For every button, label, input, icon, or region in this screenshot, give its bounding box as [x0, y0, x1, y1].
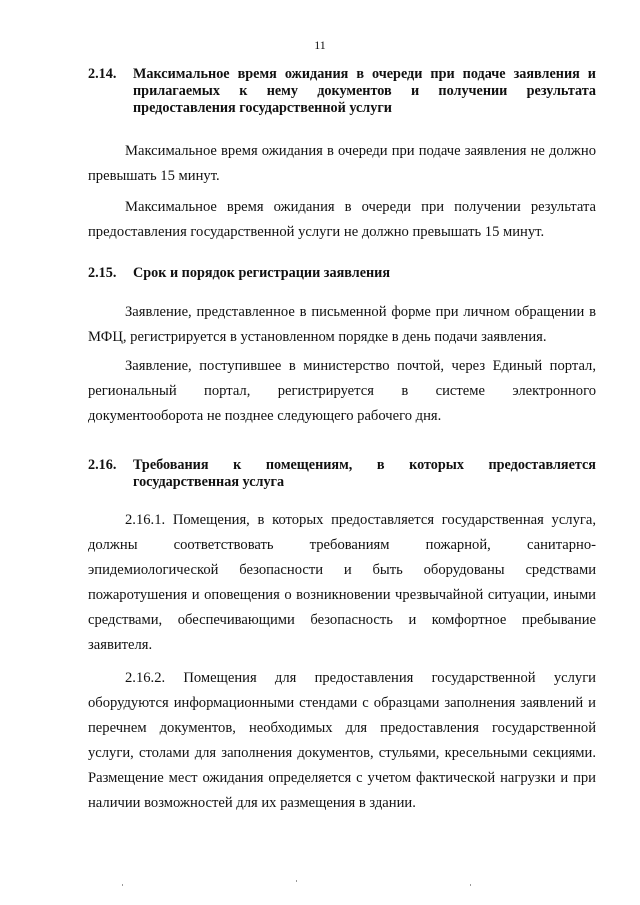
document-body: [88, 60, 596, 816]
paragraph: Максимальное время ожидания в очереди при получении результата предоставления государственной услуги не должно превышать 15 минут.: [88, 199, 596, 240]
paragraph: Максимальное время ожидания в очереди при подаче заявления не должно превышать 15 минут.: [88, 143, 596, 184]
section-heading-2-15: [88, 265, 596, 282]
paragraph: 2.16.1. Помещения, в которых предоставляется государственная услуга, должны соответствовать требованиям пожарной, санитарно-эпидемиологической безопасности и быть оборудованы средствами пожаротушения и оповещения о возникновении чрезвычайной ситуации, иными средствами, обеспечивающими безопасность и комфортное пребывание заявителя.: [88, 512, 596, 653]
scan-speck: [122, 884, 123, 886]
scan-speck: [470, 884, 471, 886]
page-number: 11: [314, 38, 326, 52]
section-heading-2-16: [88, 457, 596, 491]
paragraph: Заявление, поступившее в министерство почтой, через Единый портал, региональный портал, регистрируется в системе электронного документооборота не позднее следующего рабочего дня.: [88, 358, 596, 424]
section-number: 2.16.: [88, 457, 117, 473]
section-heading-2-14: [88, 66, 596, 117]
paragraph: 2.16.2. Помещения для предоставления государственной услуги оборудуются информационными стендами с образцами заполнения заявлений и перечнем документов, необходимых для предоставления государственной услуги, столами для заполнения документов, стульями, кресельными секциями. Размещение мест ожидания определяется с учетом фактической нагрузки и при наличии возможностей для их размещения в здании.: [88, 670, 596, 811]
section-title: Срок и порядок регистрации заявления: [133, 265, 391, 281]
scan-speck: [296, 880, 297, 882]
section-number: 2.15.: [88, 265, 117, 281]
section-title: Требования к помещениям, в которых предоставляется государственная услуга: [133, 457, 596, 490]
section-number: 2.14.: [88, 66, 117, 82]
section-title: Максимальное время ожидания в очереди при подаче заявления и прилагаемых к нему документов и получении результата предоставления государственной услуги: [133, 66, 596, 116]
paragraph: Заявление, представленное в письменной форме при личном обращении в МФЦ, регистрируется в установленном порядке в день подачи заявления.: [88, 304, 596, 345]
